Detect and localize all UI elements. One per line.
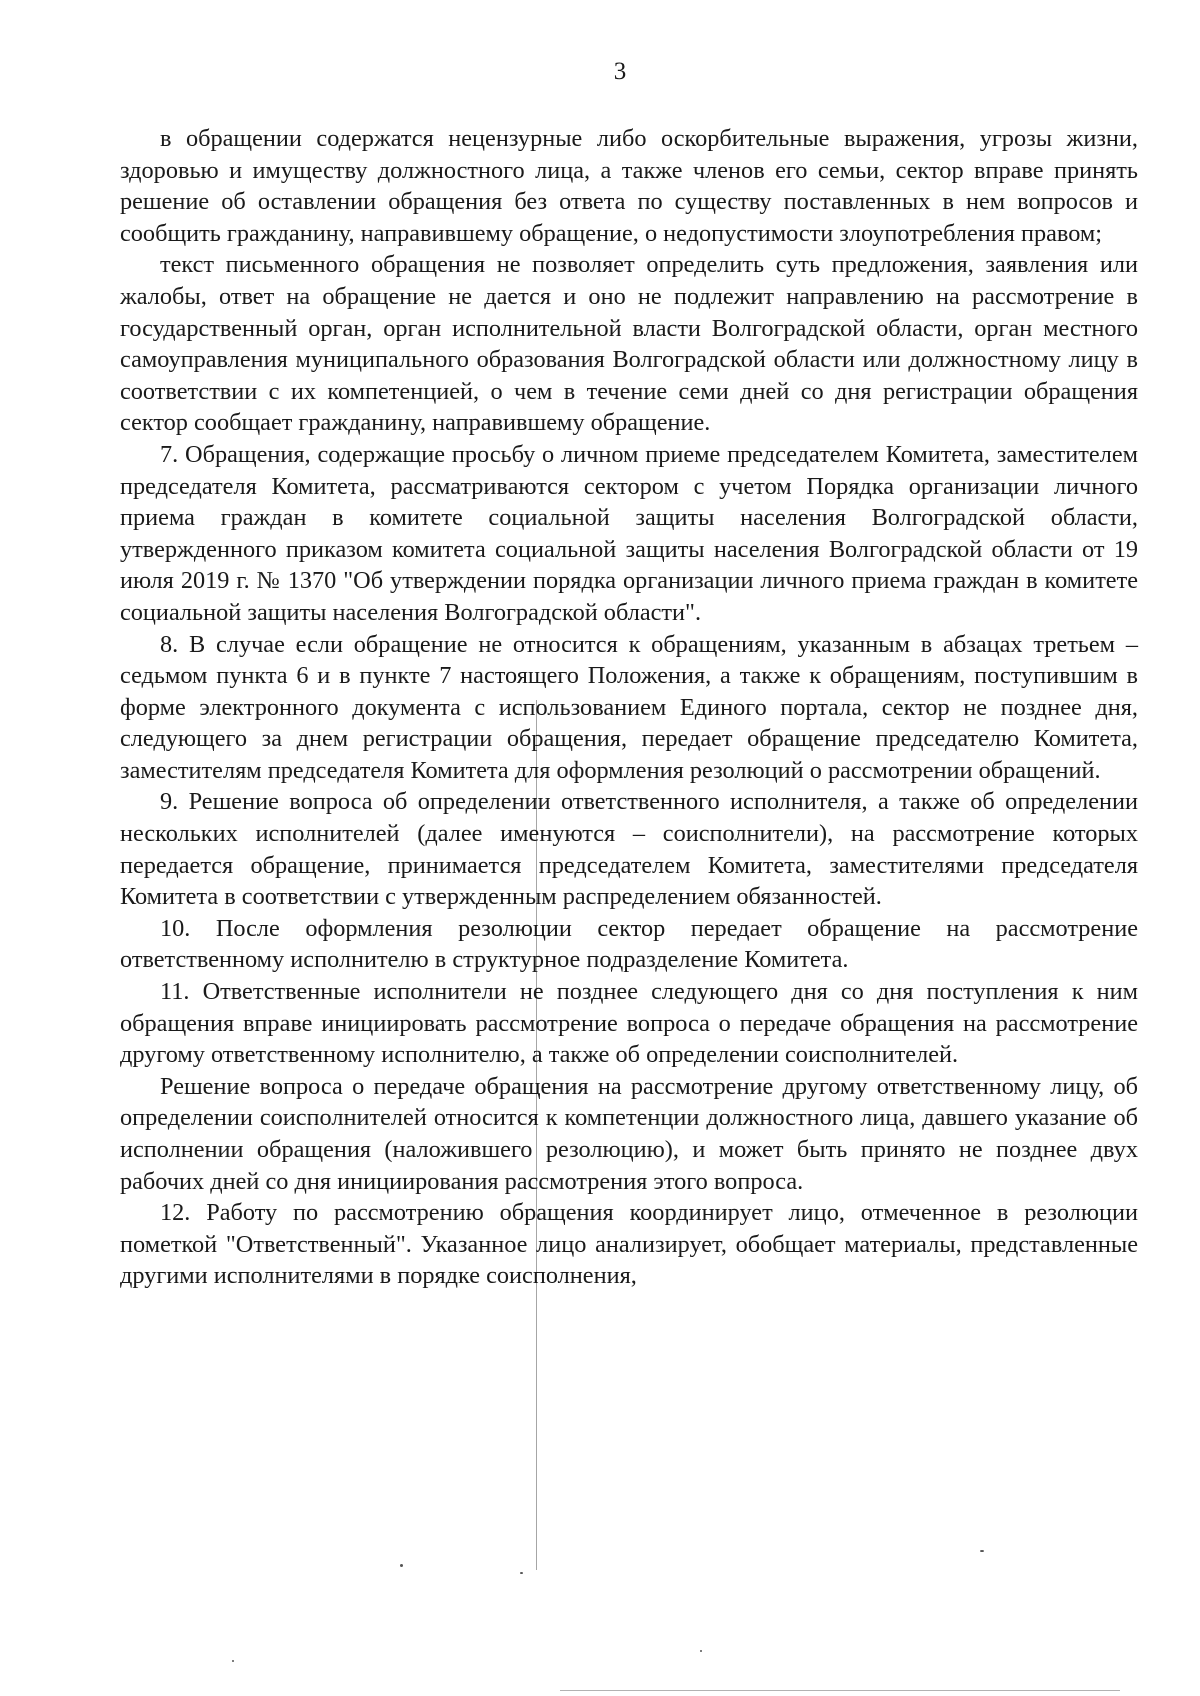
paragraph-item-7: 7. Обращения, содержащие просьбу о личном приеме председателем Комитета, заместителем председателя Комитета, рассматриваются сектором с учетом Порядка организации личного приема граждан в комитете социальной защиты населения Волгоградской области, утвержденного приказом комитета социальной защиты населения Волгоградской области от 19 июля 2019 г. № 1370 "Об утверждении порядка организации личного приема граждан в комитете социальной защиты населения Волгоградской области".	[120, 440, 1138, 626]
document-body	[120, 123, 1138, 1292]
paragraph-item-8: 8. В случае если обращение не относится к обращениям, указанным в абзацах третьем – седьмом пункта 6 и в пункте 7 настоящего Положения, а также к обращениям, поступившим в форме электронного документа с использованием Единого портала, сектор не позднее дня, следующего за днем регистрации обращения, передает обращение председателю Комитета, заместителям председателя Комитета для оформления резолюций о рассмотрении обращений.	[120, 630, 1138, 784]
scan-speck	[980, 1550, 984, 1552]
scan-bottom-edge	[560, 1690, 1120, 1691]
paragraph-item-12: 12. Работу по рассмотрению обращения координирует лицо, отмеченное в резолюции пометкой "Ответственный". Указанное лицо анализирует, обобщает материалы, представленные другими исполнителями в порядке соисполнения,	[120, 1199, 1138, 1290]
paragraph-item-10: 10. После оформления резолюции сектор передает обращение на рассмотрение ответственному исполнителю в структурное подразделение Комитета.	[120, 914, 1138, 974]
paragraph-item-9: 9. Решение вопроса об определении ответственного исполнителя, а также об определении нескольких исполнителей (далее именуются – соисполнители), на рассмотрение которых передается обращение, принимается председателем Комитета, заместителями председателя Комитета в соответствии с утвержденным распределением обязанностей.	[120, 788, 1138, 911]
page-number: 3	[613, 58, 627, 85]
scan-speck	[232, 1660, 234, 1662]
scan-speck	[520, 1572, 523, 1574]
paragraph-item-11: 11. Ответственные исполнители не позднее следующего дня со дня поступления к ним обращения вправе инициировать рассмотрение вопроса о передаче обращения на рассмотрение другому ответственному исполнителю, а также об определении соисполнителей.	[120, 978, 1138, 1069]
paragraph-item-11-decision: Решение вопроса о передаче обращения на рассмотрение другому ответственному лицу, об определении соисполнителей относится к компетенции должностного лица, давшего указание об исполнении обращения (наложившего резолюцию), и может быть принято не позднее двух рабочих дней со дня инициирования рассмотрения этого вопроса.	[120, 1072, 1138, 1195]
paragraph-obscene-content: в обращении содержатся нецензурные либо оскорбительные выражения, угрозы жизни, здоровью и имуществу должностного лица, а также членов его семьи, сектор вправе принять решение об оставлении обращения без ответа по существу поставленных в нем вопросов и сообщить гражданину, направившему обращение, о недопустимости злоупотребления правом;	[120, 125, 1138, 247]
paragraph-unclear-text: текст письменного обращения не позволяет определить суть предложения, заявления или жалобы, ответ на обращение не дается и оно не подлежит направлению на рассмотрение в государственный орган, орган исполнительной власти Волгоградской области, орган местного самоуправления муниципального образования Волгоградской области или должностному лицу в соответствии с их компетенцией, о чем в течение семи дней со дня регистрации обращения сектор сообщает гражданину, направившему обращение.	[120, 251, 1138, 437]
scan-speck	[700, 1650, 702, 1652]
scan-artifact-line	[536, 700, 537, 1570]
scan-speck	[400, 1564, 403, 1567]
